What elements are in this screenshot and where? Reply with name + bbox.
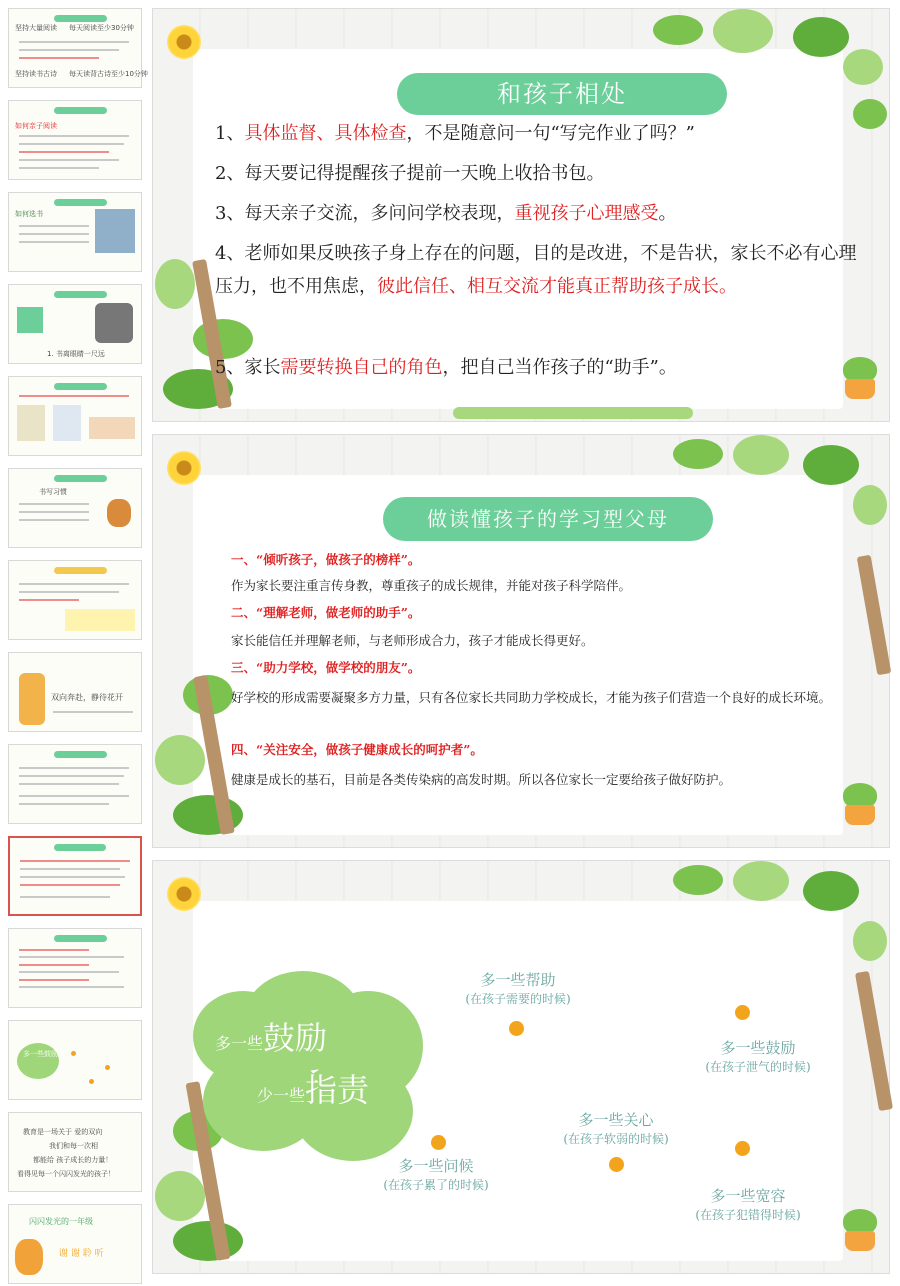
thumb-text: 教育是一场关于 爱的双向 [23,1128,103,1136]
section-body: 健康是成长的基石，目前是各类传染病的高发时期。所以各位家长一定要给孩子做好防护。 [231,772,732,787]
thumb-text: 看得见每一个闪闪发光的孩子！ [17,1170,115,1178]
section-body: 家长能信任并理解老师，与老师形成合力，孩子才能成长得更好。 [231,633,594,648]
slide-thumbnail-6[interactable] [8,468,142,548]
slide-thumbnail-10[interactable] [8,836,142,916]
dot-marker [735,1005,750,1020]
thumb-text: 书写习惯 [39,488,67,496]
slide-thumbnail-13[interactable] [8,1112,142,1192]
potted-plant-icon [839,785,881,825]
cloud-more-prefix: 多一些 [215,1034,264,1053]
dot-marker [431,1135,446,1150]
slide-thumbnail-9[interactable] [8,744,142,824]
bubble-encourage: 多一些鼓励 (在孩子泄气的时候) [705,1039,811,1074]
thumb-text: 我们和每一次相 [49,1142,98,1150]
thumb-text: 1. 书离眼睛一尺远 [47,350,105,358]
bubble-greeting: 多一些问候 (在孩子累了的时候) [383,1157,489,1192]
section-body: 好学校的形成需要凝聚多方力量，只有各位家长共同助力学校成长，才能为孩子们营造一个良好的成长环境。 [231,690,832,705]
thumb-text: 坚持读书古诗 [15,70,57,78]
bubble-tolerance: 多一些宽容 (在孩子犯错得时候) [695,1187,801,1222]
slide-thumbnail-11[interactable] [8,928,142,1008]
dot-marker [509,1021,524,1036]
slide-main-2 [152,434,890,848]
list-item: 2、每天要记得提醒孩子提前一天晚上收拾书包。 [215,163,605,184]
cloud-more-word: 鼓励 [263,1019,328,1057]
slide-title: 做读懂孩子的学习型父母 [383,497,713,541]
slide-thumbnail-14[interactable] [8,1204,142,1284]
thumb-text: 都能给 孩子成长的力量！ [33,1156,113,1164]
potted-plant-icon [839,1211,881,1251]
thumb-text: 坚持大量阅读 [15,24,57,32]
section-heading: 一、“倾听孩子，做孩子的榜样”。 [231,552,421,567]
slide-thumbnail-3[interactable] [8,192,142,272]
slide-thumbnail-2[interactable] [8,100,142,180]
thumb-text: 闪闪发光的一年级 [29,1217,93,1226]
list-item: 4、老师如果反映孩子身上存在的问题，目的是改进，不是告状，家长不必有心理压力，也不用焦虑，彼此信任、相互交流才能真正帮助孩子成长。 [215,243,857,297]
thumb-text: 如何亲子阅读 [15,122,57,130]
bubble-help: 多一些帮助 (在孩子需要的时候) [465,971,571,1006]
section-body: 作为家长要注重言传身教，尊重孩子的成长规律，并能对孩子科学陪伴。 [231,578,632,593]
slide-main-3 [152,860,890,1274]
sunflower-icon [167,451,201,485]
slide-thumbnail-7[interactable] [8,560,142,640]
dot-marker [735,1141,750,1156]
section-heading: 三、“助力学校，做学校的朋友”。 [231,660,421,675]
bubble-care: 多一些关心 (在孩子软弱的时候) [563,1111,669,1146]
thumb-text: 双向奔赴，静待花开 [51,693,123,702]
thumb-text: 如何选书 [15,210,43,218]
list-item: 3、每天亲子交流，多问问学校表现，重视孩子心理感受。 [215,203,677,224]
thumb-text: 多一些鼓励 [23,1050,58,1058]
slide-thumbnail-5[interactable] [8,376,142,456]
sunflower-icon [167,25,201,59]
thumb-text: 谢 谢 聆 听 [59,1249,104,1259]
slide-thumbnail-8[interactable] [8,652,142,732]
slide-thumbnail-1[interactable] [8,8,148,88]
dot-marker [609,1157,624,1172]
list-item: 1、具体监督、具体检查，不是随意问一句“写完作业了吗？” [215,123,695,144]
section-heading: 四、“关注安全，做孩子健康成长的呵护者”。 [231,742,483,757]
slide-thumbnail-12[interactable] [8,1020,142,1100]
slide-thumbnail-4[interactable] [8,284,142,364]
cloud-less-prefix: 少一些 [257,1086,306,1105]
sunflower-icon [167,877,201,911]
list-item: 5、家长需要转换自己的角色，把自己当作孩子的“助手”。 [215,357,677,378]
slide-main-1 [152,8,890,422]
section-heading: 二、“理解老师，做老师的助手”。 [231,605,421,620]
slide-title: 和孩子相处 [397,73,727,115]
thumb-text: 每天阅读至少30分钟 [69,24,134,32]
cloud-less-word: 指责 [305,1071,370,1109]
thumb-text: 每天读背古诗至少10分钟 [69,70,148,78]
